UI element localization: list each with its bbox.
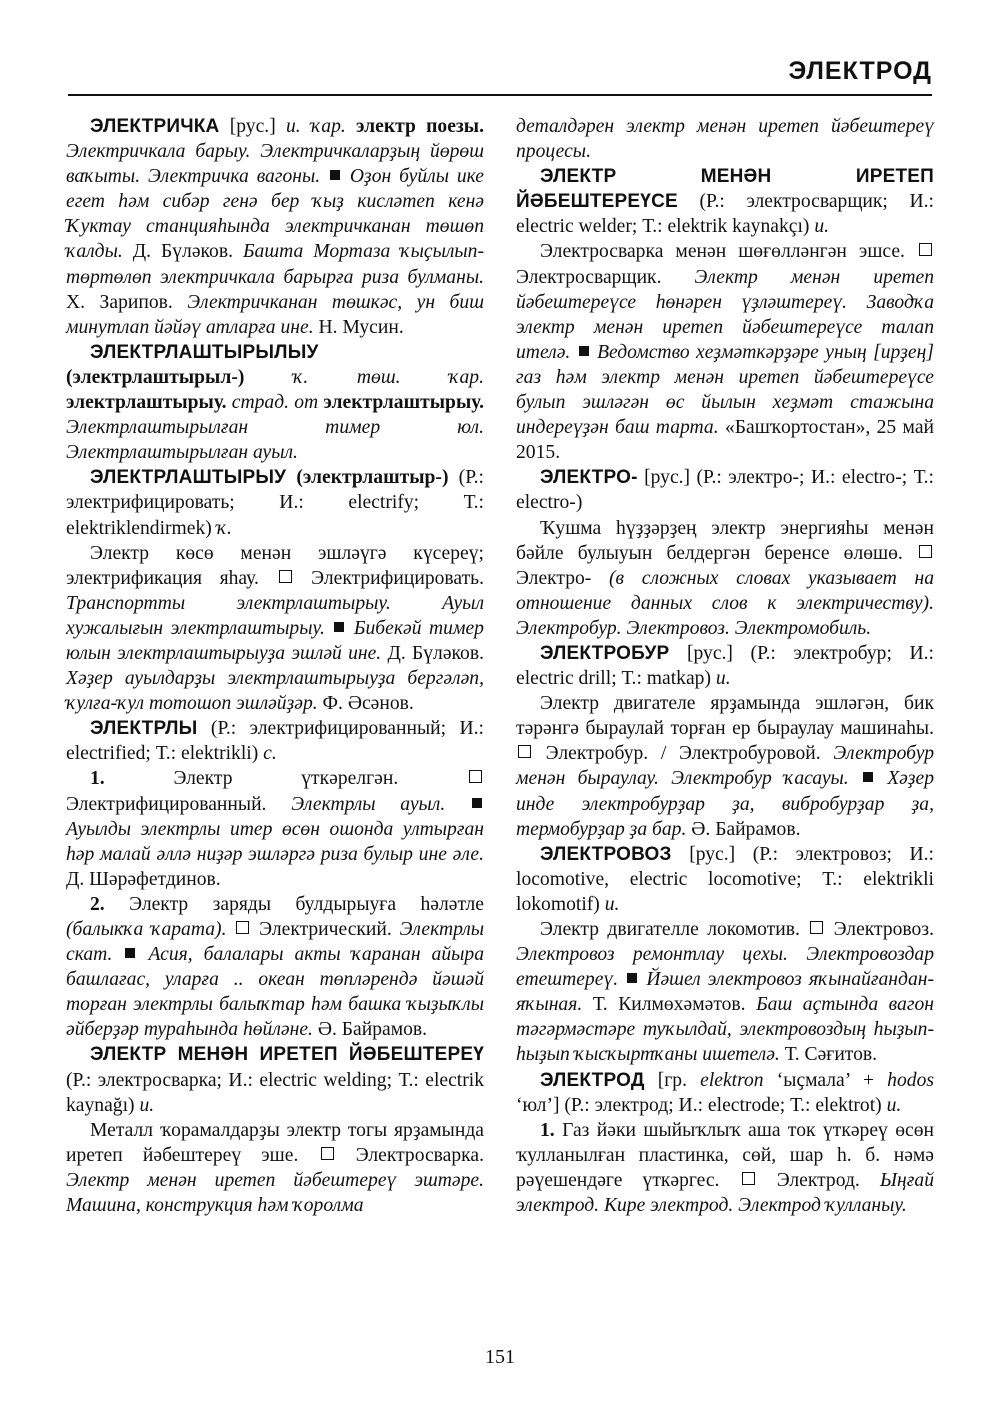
plain-text: (Р.: электрифицированный; И.: electrified; Т.: elektrikli): [66, 718, 484, 765]
italic-text: Бибекәй тимер юлын электрлаштырыуҙа эшләй ине.: [66, 617, 484, 664]
square-marker-icon: [469, 770, 482, 783]
dictionary-entry: [516, 465, 934, 515]
square-marker-icon: [742, 1172, 755, 1185]
italic-text: Йәшел электровоз яҡынайғандан-яҡыная.: [516, 969, 934, 1016]
filled-square-marker-icon: [863, 772, 873, 782]
headword: ЭЛЕКТР МЕНӘН ИРЕТЕП ЙӘБЕШТЕРЕҮСЕ: [516, 166, 934, 213]
plain-text: Ф. Әсәнов.: [317, 693, 414, 715]
entry-paragraph: [516, 917, 934, 1068]
plain-text: [рус.]: [219, 116, 286, 137]
plain-text: Д. Бүләков.: [381, 642, 484, 664]
plain-text: Электрифицированный.: [66, 793, 292, 815]
plain-text: Газ йәки шыйыҡлыҡ аша ток үткәреү өсөн ҡулланылған пластинка, сөй, шар һ. б. нәмә рәүешендәге үткәргес.: [516, 1119, 934, 1191]
left-column: [66, 114, 484, 1218]
plain-text: Электр двигателе ярҙамында эшләгән, бик тәрәнгә быраулай торған ер быраулау машинаһы.: [516, 693, 934, 740]
filled-square-marker-icon: [125, 948, 135, 958]
plain-text: [618, 969, 625, 990]
plain-text: Ә. Байрамов.: [312, 1019, 428, 1041]
plain-text: [445, 794, 470, 815]
italic-text: ҡ.: [216, 517, 232, 539]
plain-text: (Р.: электросварка; И.: electric welding; Т.: electrik kaynağı): [66, 1069, 484, 1116]
entry-paragraph: [516, 516, 934, 641]
bold-text: (электрлаштырыл-): [66, 366, 245, 388]
plain-text: (Р.: электрифицировать; И.: electrify; Т.: elektriklendirmek): [66, 467, 484, 539]
dictionary-entry: [66, 114, 484, 340]
italic-text: Электрлы скат.: [66, 919, 485, 966]
plain-text: Д. Бүләков.: [122, 241, 243, 263]
running-header: [68, 58, 932, 96]
italic-text: Асия, балалары акты ҡаранан айыра башлағас, уларға .. океан төпләрендә йәшәй торған электрлы балыҡтар һәм башка ҡыҙыҡлы әйберҙәр тураһында һөйләне.: [66, 944, 485, 1041]
filled-square-marker-icon: [330, 170, 340, 180]
plain-text: [346, 618, 354, 639]
italic-text: Электробур менән быраулау. Электробур ҡасауы.: [516, 743, 934, 790]
plain-text: [346, 116, 356, 137]
dictionary-entry: [66, 1042, 484, 1117]
italic-text: Электричкала барыу. Электричкаларҙың йөрөш ваҡыты. Электричка вагоны.: [66, 141, 484, 188]
italic-text: (в сложных словах указывает на отношение данных слов к электричеству). Электробур. Электровоз. Электромобиль.: [516, 567, 935, 639]
headword: ЭЛЕКТРО-: [540, 467, 638, 489]
page-number: 151: [485, 1346, 515, 1368]
plain-text: [226, 919, 234, 940]
plain-text: [320, 166, 328, 187]
entry-paragraph: [516, 691, 934, 842]
plain-text: ‘юл’] (Р.: электрод; И.: electrode; Т.: elektrot): [516, 1094, 887, 1116]
bold-text: 1.: [90, 768, 105, 790]
headword: ЭЛЕКТРОВОЗ: [540, 843, 672, 865]
plain-text: Электросварка.: [335, 1144, 484, 1166]
plain-text: «Башҡортостан», 25 май 2015.: [516, 417, 935, 464]
square-marker-icon: [919, 243, 932, 256]
italic-text: hodos: [887, 1069, 934, 1091]
right-column: [516, 114, 934, 1218]
plain-text: Электр заряды булдырыуға һәләтле: [104, 893, 484, 915]
entry-paragraph: [66, 541, 484, 717]
italic-text: с.: [263, 743, 277, 765]
filled-square-marker-icon: [579, 346, 589, 356]
italic-text: и.: [715, 668, 731, 690]
square-marker-icon: [810, 921, 823, 934]
headword: ЭЛЕКТР МЕНӘН ИРЕТЕП ЙӘБЕШТЕРЕҮ: [90, 1044, 484, 1066]
square-marker-icon: [919, 545, 932, 558]
dictionary-entry: [516, 1068, 934, 1118]
entry-paragraph: [66, 892, 484, 1043]
plain-text: [325, 618, 333, 639]
dictionary-entry: [516, 164, 934, 239]
italic-text: ҡ. төш. ҡар.: [293, 366, 484, 388]
italic-text: Электр менән иретеп йәбештереү эштәре. Машина, конструкция һәм ҡоролма: [66, 1169, 484, 1217]
plain-text: Электр двигателле локомотив.: [540, 919, 809, 940]
plain-text: [342, 166, 350, 187]
plain-text: [112, 944, 123, 965]
italic-text: и.: [814, 216, 830, 238]
plain-text: Т. Сәғитов.: [779, 1044, 878, 1066]
italic-text: Электричканан төшкәс, ун биш минутлап йәйәү атларға ине.: [66, 291, 484, 338]
italic-text: деталдәрен электр менән иретеп йәбештереү процесы.: [516, 116, 934, 163]
bold-text: электрлаштырыу.: [323, 392, 484, 414]
bold-text: 2.: [90, 893, 105, 915]
dictionary-entry: [66, 340, 484, 465]
plain-text: Электр үткәрелгән.: [104, 768, 467, 790]
bold-text: (электрлаштыр-): [296, 467, 449, 489]
italic-text: Ыңғай электрод. Кире электрод. Электрод ҡулланыу.: [516, 1169, 934, 1217]
filled-square-marker-icon: [334, 622, 344, 632]
dictionary-entry: [66, 716, 484, 766]
plain-text: [570, 342, 576, 363]
square-marker-icon: [518, 745, 531, 758]
plain-text: Д. Шәрәфетдинов.: [66, 868, 221, 890]
plain-text: Т. Килмөхәмәтов.: [582, 994, 757, 1016]
filled-square-marker-icon: [627, 973, 637, 983]
italic-text: Хәҙер ауылдарҙы электрлаштырыуҙа бергәләп, ҡулға-ҡул тотошоп эшләйҙәр.: [66, 668, 484, 715]
plain-text: [849, 768, 861, 789]
plain-text: Электрод.: [756, 1169, 880, 1191]
headword: ЭЛЕКТРОБУР: [540, 642, 670, 664]
plain-text: [137, 944, 148, 965]
italic-text: Баш аҫтында вагон тәгәрмәстәре туҡылдай, электровоздың һыҙып-һыҙып ҡысҡыртҡаны ишетелә.: [516, 994, 934, 1066]
plain-text: [875, 768, 887, 789]
entry-paragraph: [66, 766, 484, 891]
italic-text: и. ҡар.: [285, 116, 346, 137]
italic-text: Ведомство хеҙмәткәрҙәре уның [ирҙең] газ һәм электр менән иретеп йәбештереүсе булып эшләгән өс йылын хеҙмәт стажына индереүҙән баш тарта.: [516, 341, 934, 439]
plain-text: Электрифицировать.: [293, 567, 484, 589]
plain-text: Ә. Байрамов.: [686, 818, 801, 840]
plain-text: Электрический.: [251, 919, 400, 940]
italic-text: и.: [604, 893, 620, 915]
entry-paragraph: [516, 239, 934, 465]
italic-text: Электр менән иретеп йәбештереүсе һөнәрен үҙләштереү. Заводҡа электр менән иретеп йәбештереүсе талап ителә.: [516, 266, 934, 363]
filled-square-marker-icon: [472, 798, 482, 808]
italic-text: Ауылды электрлы итер өсөн ошонда ултырған һәр малай әллә ниҙәр эшләргә риза булыр ине әле.: [66, 818, 484, 865]
dictionary-entry: [516, 641, 934, 691]
bold-text: 1.: [540, 1119, 555, 1141]
dictionary-entry: [66, 465, 484, 540]
italic-text: и.: [886, 1094, 902, 1116]
italic-text: Электровоз ремонтлау цехы. Электровоздар етештереү.: [516, 944, 934, 991]
headword: ЭЛЕКТРИЧКА: [90, 116, 220, 137]
plain-text: Металл ҡорамалдарҙы электр тогы ярҙамында иретеп йәбештереү эше.: [66, 1119, 484, 1166]
italic-text: Хәҙер инде электробурҙар ҙа, вибробурҙар ҙа, термобурҙар ҙа бар.: [516, 768, 934, 840]
running-head-title: ЭЛЕКТРОД: [788, 57, 932, 85]
bold-text: электрлаштырыу.: [66, 392, 227, 414]
plain-text: [244, 367, 293, 388]
headword: ЭЛЕКТРЛАШТЫРЫУ: [90, 467, 287, 489]
italic-text: страд. от: [231, 392, 319, 414]
plain-text: Электро-: [516, 567, 610, 589]
plain-text: Электросварщик.: [516, 266, 695, 288]
plain-text: [рус.] (Р.: электро-; И.: electro-; Т.: electro-): [516, 467, 934, 514]
bold-text: электр поезы.: [356, 116, 484, 137]
plain-text: Ҡушма һүҙҙәрҙең электр энергияһы менән бәйле булыуын белдергән беренсе өлөшө.: [516, 517, 934, 564]
italic-text: (балыкҡа ҡарата).: [66, 919, 227, 940]
plain-text: [гр.: [644, 1069, 701, 1091]
plain-text: Х. Зарипов.: [66, 291, 188, 313]
headword: ЭЛЕКТРОД: [540, 1069, 645, 1091]
dictionary-entry: [516, 842, 934, 917]
plain-text: ‘ыҫмала’ +: [763, 1069, 888, 1091]
square-marker-icon: [236, 921, 249, 934]
entry-paragraph: [516, 1118, 934, 1218]
entry-paragraph: [516, 114, 934, 164]
headword: ЭЛЕКТРЛЫ: [90, 718, 198, 740]
plain-text: [рус.] (Р.: электровоз; И.: locomotive, electric locomotive; Т.: elektrikli lokomotif): [516, 843, 934, 915]
square-marker-icon: [279, 570, 292, 583]
italic-text: Башта Мортаза ҡыҫылып-төртөлөп электричкала барырға риза булманы.: [66, 241, 484, 288]
entry-paragraph: [66, 1118, 484, 1218]
italic-text: Электрлы ауыл.: [291, 793, 446, 815]
plain-text: Электробур. / Электробуровой.: [533, 743, 834, 765]
plain-text: Электровоз.: [825, 919, 934, 940]
italic-text: и.: [139, 1094, 155, 1116]
italic-text: Электрлаштырылған тимер юл. Электрлаштырылған ауыл.: [66, 417, 484, 464]
headword: ЭЛЕКТРЛАШТЫРЫЛЫУ: [90, 341, 319, 363]
plain-text: [рус.] (Р.: электробур; И.: electric drill; Т.: matkap): [516, 642, 934, 690]
italic-text: Транспортты электрлаштырыу. Ауыл хужалығын электрлаштырыу.: [66, 592, 484, 639]
italic-text: elektron: [700, 1069, 764, 1091]
plain-text: [286, 467, 296, 488]
plain-text: Электр көсө менән эшләүгә күсереү; электрификация яһау.: [66, 542, 484, 589]
plain-text: Н. Мусин.: [313, 316, 404, 338]
plain-text: Электросварка менән шөғөлләнгән эшсе.: [540, 241, 917, 263]
italic-text: Оҙон буйлы ике егет һәм сибәр генә бер ҡыҙ кисләтеп кенә Ҡуктау станцияһында электричканан төшөп ҡалды.: [66, 166, 484, 263]
square-marker-icon: [321, 1147, 334, 1160]
plain-text: (Р.: электросварщик; И.: electric welder; Т.: elektrik kaynakçı): [516, 191, 934, 238]
